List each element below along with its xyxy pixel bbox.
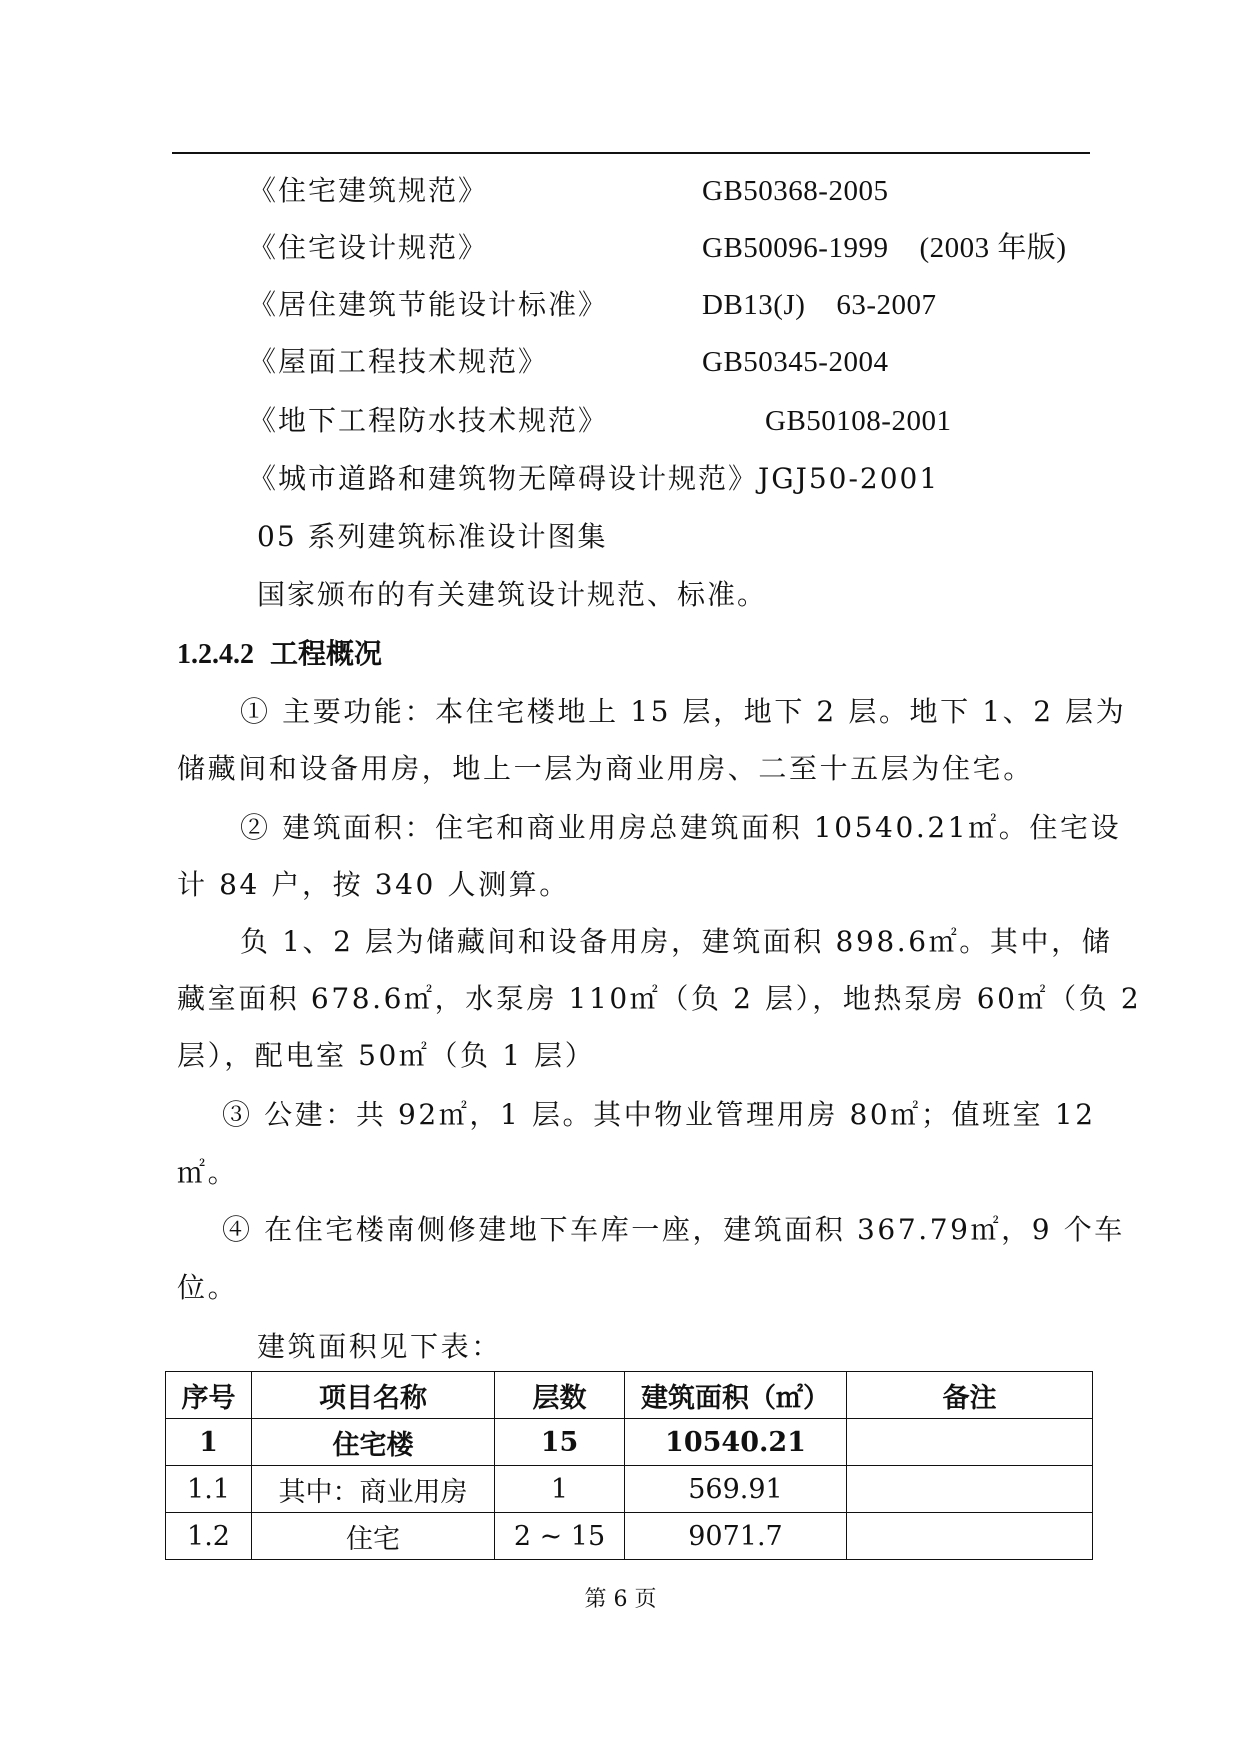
section-title: 工程概况	[270, 637, 383, 670]
cell-building-area: 569.91	[625, 1466, 847, 1513]
page-number: 第 6 页	[584, 1587, 657, 1612]
standard-code-1: GB50368-2005	[702, 175, 889, 207]
cell-floors: 2 ~ 15	[495, 1513, 625, 1560]
standard-code-4: GB50345-2004	[702, 346, 889, 378]
cell-item-name: 住宅楼	[252, 1419, 495, 1466]
table-row	[166, 1513, 1093, 1560]
cell-remarks	[847, 1513, 1093, 1560]
section-number: 1.2.4.2	[177, 639, 254, 670]
para-function-line2: 储藏间和设备用房，地上一层为商业用房、二至十五层为住宅。	[177, 752, 1034, 785]
para-basement-line3: 层），配电室 50㎡（负 1 层）	[177, 1039, 596, 1072]
cell-index: 1	[166, 1419, 252, 1466]
cell-index: 1.2	[166, 1513, 252, 1560]
building-area-table	[165, 1371, 1093, 1560]
standard-code-2: GB50096-1999 (2003 年版)	[702, 232, 1067, 264]
standard-name-6: 《城市道路和建筑物无障碍设计规范》JGJ50-2001	[248, 462, 940, 495]
para-garage-line1: ④ 在住宅楼南侧修建地下车库一座，建筑面积 367.79㎡，9 个车	[222, 1213, 1125, 1246]
header-floors: 层数	[495, 1372, 625, 1419]
cell-floors: 15	[495, 1419, 625, 1466]
cell-index: 1.1	[166, 1466, 252, 1513]
table-row	[166, 1419, 1093, 1466]
para-public-line1: ③ 公建：共 92㎡，1 层。其中物业管理用房 80㎡；值班室 12	[222, 1098, 1096, 1131]
standard-name-4: 《屋面工程技术规范》	[248, 345, 549, 378]
header-building-area: 建筑面积（㎡）	[625, 1372, 847, 1419]
table-header-row	[166, 1372, 1093, 1419]
table-intro: 建筑面积见下表：	[257, 1330, 502, 1363]
header-rule	[172, 152, 1090, 154]
cell-floors: 1	[495, 1466, 625, 1513]
cell-item-name: 其中：商业用房	[252, 1466, 495, 1513]
header-remarks: 备注	[847, 1372, 1093, 1419]
section-heading	[177, 636, 382, 673]
header-index: 序号	[166, 1372, 252, 1419]
para-area-line2: 计 84 户，按 340 人测算。	[177, 868, 570, 901]
cell-building-area: 9071.7	[625, 1513, 847, 1560]
standard-name-1: 《住宅建筑规范》	[248, 174, 489, 207]
standard-name-3: 《居住建筑节能设计标准》	[248, 288, 609, 321]
national-standards-line: 国家颁布的有关建筑设计规范、标准。	[257, 578, 768, 611]
para-function-line1: ① 主要功能：本住宅楼地上 15 层，地下 2 层。地下 1、2 层为	[240, 695, 1127, 728]
cell-building-area: 10540.21	[625, 1419, 847, 1466]
standard-code-5: GB50108-2001	[765, 405, 952, 437]
header-item-name: 项目名称	[252, 1372, 495, 1419]
standard-name-2: 《住宅设计规范》	[248, 231, 489, 264]
cell-item-name: 住宅	[252, 1513, 495, 1560]
para-basement-line1: 负 1、2 层为储藏间和设备用房，建筑面积 898.6㎡。其中，储	[240, 925, 1113, 958]
cell-remarks	[847, 1419, 1093, 1466]
standard-code-3: DB13(J) 63-2007	[702, 289, 937, 321]
atlas-line: 05 系列建筑标准设计图集	[257, 520, 608, 553]
table-row	[166, 1466, 1093, 1513]
para-basement-line2: 藏室面积 678.6㎡，水泵房 110㎡（负 2 层），地热泵房 60㎡（负 2	[177, 982, 1142, 1015]
cell-remarks	[847, 1466, 1093, 1513]
standard-name-5: 《地下工程防水技术规范》	[248, 404, 609, 437]
para-area-line1: ② 建筑面积：住宅和商业用房总建筑面积 10540.21㎡。住宅设	[240, 811, 1122, 844]
para-public-line2: ㎡。	[177, 1156, 239, 1189]
para-garage-line2: 位。	[177, 1271, 239, 1304]
